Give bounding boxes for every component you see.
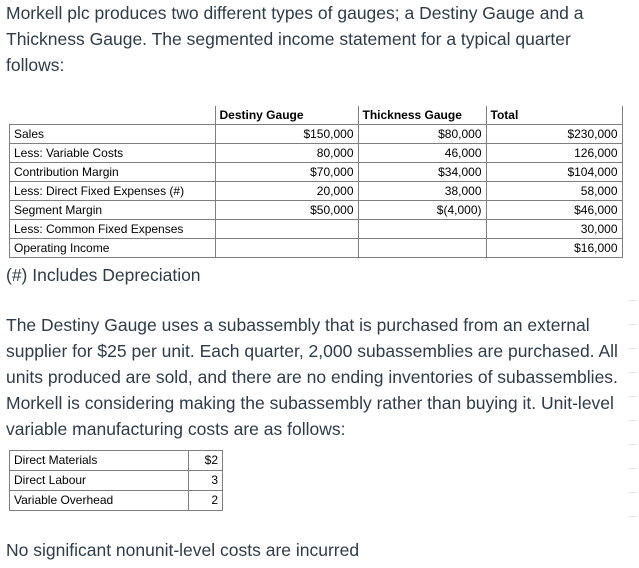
header-total: Total <box>486 106 622 125</box>
row-label: Direct Labour <box>10 471 189 491</box>
guide-line <box>629 324 637 325</box>
row-label: Contribution Margin <box>10 163 216 182</box>
row-label: Operating Income <box>10 239 216 258</box>
table-row <box>10 201 623 220</box>
table-row <box>10 144 623 163</box>
cell-value: $80,000 <box>358 125 486 144</box>
table-row <box>10 239 623 258</box>
header-thickness-gauge: Thickness Gauge <box>358 106 486 125</box>
cell-value <box>215 239 358 258</box>
row-label: Sales <box>10 125 216 144</box>
cell-value: $34,000 <box>358 163 486 182</box>
table-row <box>10 491 223 511</box>
table-row <box>10 125 623 144</box>
header-blank <box>10 106 216 125</box>
row-label: Segment Margin <box>10 201 216 220</box>
cell-value: 58,000 <box>486 182 622 201</box>
row-label: Less: Variable Costs <box>10 144 216 163</box>
guide-line <box>629 516 637 517</box>
cell-value: 2 <box>189 491 223 511</box>
cell-value: $2 <box>189 451 223 471</box>
guide-line <box>629 348 637 349</box>
row-label: Direct Materials <box>10 451 189 471</box>
cell-value: 80,000 <box>215 144 358 163</box>
depreciation-note: (#) Includes Depreciation <box>6 265 201 285</box>
unit-variable-costs-table <box>9 450 223 511</box>
table-row <box>10 182 623 201</box>
guide-line <box>629 372 637 373</box>
table-row <box>10 163 623 182</box>
row-label: Variable Overhead <box>10 491 189 511</box>
table-row <box>10 471 223 491</box>
footer-statement: No significant nonunit-level costs are incurred <box>6 540 360 560</box>
row-label: Less: Direct Fixed Expenses (#) <box>10 182 216 201</box>
cell-value <box>358 220 486 239</box>
cell-value <box>215 220 358 239</box>
intro-paragraph: Morkell plc produces two different types of gauges; a Destiny Gauge and a Thickness Gauge. The segmented income statement for a typical quarter follows: <box>6 3 584 75</box>
cell-value: 20,000 <box>215 182 358 201</box>
table-header-row <box>10 106 623 125</box>
guide-line <box>629 396 637 397</box>
header-destiny-gauge: Destiny Gauge <box>215 106 358 125</box>
guide-line <box>629 444 637 445</box>
cell-value: $16,000 <box>486 239 622 258</box>
cell-value: $50,000 <box>215 201 358 220</box>
guide-line <box>629 468 637 469</box>
guide-line <box>629 300 637 301</box>
row-label: Less: Common Fixed Expenses <box>10 220 216 239</box>
cell-value: $(4,000) <box>358 201 486 220</box>
cell-value: 30,000 <box>486 220 622 239</box>
cell-value <box>358 239 486 258</box>
cell-value: $104,000 <box>486 163 622 182</box>
cell-value: 126,000 <box>486 144 622 163</box>
cell-value: 3 <box>189 471 223 491</box>
cell-value: $46,000 <box>486 201 622 220</box>
cell-value: 46,000 <box>358 144 486 163</box>
margin-guides <box>629 300 637 540</box>
cell-value: 38,000 <box>358 182 486 201</box>
table-row <box>10 220 623 239</box>
segmented-income-statement <box>9 106 623 258</box>
cell-value: $230,000 <box>486 125 622 144</box>
cell-value: $150,000 <box>215 125 358 144</box>
table-row <box>10 451 223 471</box>
guide-line <box>629 420 637 421</box>
guide-line <box>629 492 637 493</box>
cell-value: $70,000 <box>215 163 358 182</box>
subassembly-paragraph: The Destiny Gauge uses a subassembly that is purchased from an external supplier for $25 per unit. Each quarter, 2,000 subassemblies are purchased. All units produced are sold, and there are no ending inventories of subassemblies. Morkell is considering making the subassembly rather than buying it. Unit-level variable manufacturing costs are as follows: <box>6 315 618 439</box>
